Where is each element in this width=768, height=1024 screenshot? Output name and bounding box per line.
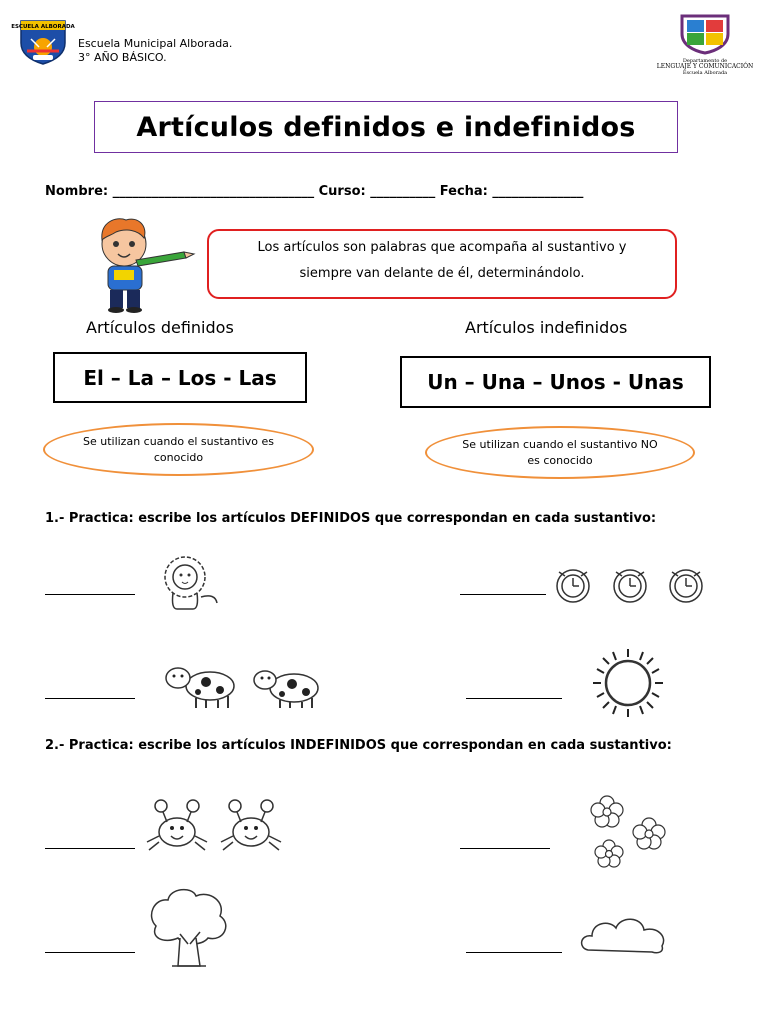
definidos-heading: Artículos definidos [86, 318, 234, 337]
indefinidos-heading: Artículos indefinidos [465, 318, 628, 337]
grade-label: 3° AÑO BÁSICO. [78, 51, 167, 64]
indefinidos-articles: Un – Una – Unos - Unas [427, 370, 684, 394]
definidos-articles-box [53, 352, 307, 403]
lion-icon [155, 553, 225, 617]
indefinidos-usage: Se utilizan cuando el sustantivo NO es conocido [462, 437, 658, 467]
indefinidos-articles-box [400, 356, 711, 408]
definidos-usage: Se utilizan cuando el sustantivo es conocido [82, 434, 274, 464]
definidos-usage-oval [43, 423, 314, 476]
definidos-articles: El – La – Los - Las [83, 365, 277, 390]
department-logo [655, 12, 755, 76]
svg-text:ESCUELA ALBORADA: ESCUELA ALBORADA [11, 24, 75, 30]
answer-blank[interactable] [45, 952, 135, 953]
definition-line-2: siempre van delante de él, determinándolo. [299, 266, 585, 281]
tree-icon [144, 886, 234, 978]
clocks-icon [545, 566, 715, 610]
answer-blank[interactable] [45, 698, 135, 699]
school-name: Escuela Municipal Alborada. [78, 37, 233, 50]
answer-blank[interactable] [466, 952, 562, 953]
sun-icon [583, 647, 675, 723]
cows-icon [162, 658, 327, 714]
answer-blank[interactable] [466, 698, 562, 699]
answer-blank[interactable] [45, 594, 135, 595]
flowers-icon [585, 796, 675, 876]
answer-blank[interactable] [460, 848, 550, 849]
boy-with-pencil-illustration [86, 214, 196, 318]
answer-blank[interactable] [45, 848, 135, 849]
school-info [78, 37, 232, 65]
definition-box [207, 229, 677, 299]
crabs-icon [145, 798, 285, 864]
title-box [94, 101, 678, 153]
department-name: Departamento de LENGUAJE Y COMUNICACIÓN Escuela Alborada [656, 58, 754, 76]
school-logo [11, 17, 75, 69]
indefinidos-usage-oval [425, 426, 695, 479]
exercise-2-instruction: 2.- Practica: escribe los artículos INDEFINIDOS que correspondan en cada sustantivo: [45, 738, 672, 753]
page-title: Artículos definidos e indefinidos [136, 111, 636, 143]
definition-line-1: Los artículos son palabras que acompaña al sustantivo y [257, 240, 627, 255]
exercise-1-instruction: 1.- Practica: escribe los artículos DEFINIDOS que correspondan en cada sustantivo: [45, 511, 657, 526]
student-form-line[interactable]: Nombre: _______________________________ Curso: __________ Fecha: ______________ [45, 184, 584, 199]
cloud-icon [578, 914, 670, 960]
answer-blank[interactable] [460, 594, 546, 595]
